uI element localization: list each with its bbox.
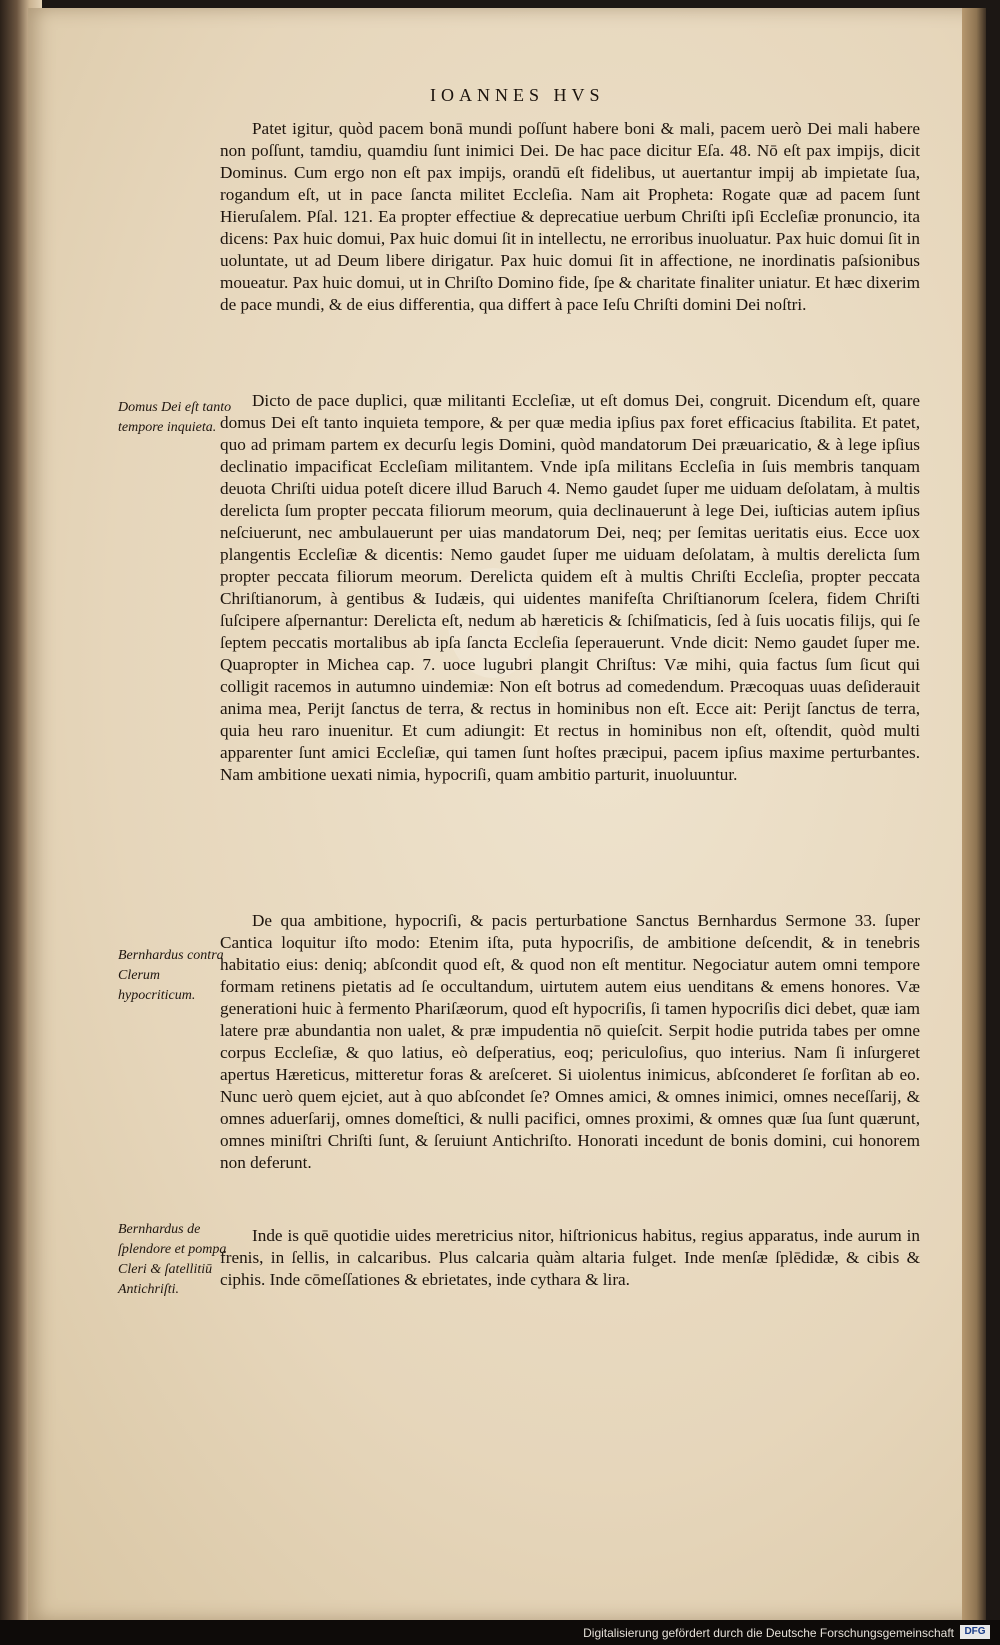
paragraph-4: [220, 1225, 920, 1291]
running-title: IOANNES HVS: [430, 85, 605, 105]
footer-credit: Digitalisierung gefördert durch die Deutsche Forschungsgemeinschaft: [583, 1626, 954, 1640]
margin-note-1: Domus Dei eſt tanto tempore inquieta.: [118, 400, 232, 435]
paragraph-2: [220, 390, 920, 786]
paragraph-text: De qua ambitione, hypocriſi, & pacis perturbatione Sanctus Bernhardus Sermone 33. ſuper Cantica loquitur iſto modo: Etenim iſta, puta hypocriſis, de ambitione deſcendit, & in tenebris habitatio eius: deniq; abſcondit quod eſt, & quod non eſt mentitur. Negociatur autem omni tempore formam retinens pietatis ad ſe occultandum, uirtutem autem eius uenditans & emens honores. Væ generationi huic à fermento Phariſæorum, quod eſt hypocriſis, ſi tamen hypocriſis dici debet, quæ iam latere præ abundantia non ualet, & præ impudentia nō quieſcit. Serpit hodie putrida tabes per omne corpus Eccleſiæ, & quo latius, eò deſperatius, eoq; periculoſius, quo interius. Nam ſi inſurgeret apertus Hæreticus, mitteretur foras & areſceret. Si uiolentus inimicus, abſconderet ſe forſitan ab eo. Nunc uerò quem ejciet, aut à quo abſcondet ſe? Omnes amici, & omnes inimici, omnes neceſſarij, & omnes aduerſarij, omnes domeſtici, & nulli pacifici, omnes proximi, & omnes quæ ſua ſunt quærunt, omnes miniſtri Chriſti ſunt, & ſeruiunt Antichriſto. Honorati incedunt de bonis domini, cui honorem non deferunt.: [220, 911, 920, 1172]
dfg-logo-icon: DFG: [960, 1625, 990, 1639]
paragraph-3: [220, 910, 920, 1174]
paragraph-1: [220, 118, 920, 316]
paragraph-text: Inde is quē quotidie uides meretricius nitor, hiſtrionicus habitus, regius apparatus, inde aurum in frenis, in ſellis, in calcaribus. Plus calcaria quàm altaria fulget. Inde menſæ ſplēdidæ, & cibis & ciphis. Inde cōmeſſationes & ebrietates, inde cythara & lira.: [220, 1226, 920, 1289]
margin-note-2: Bernhardus contra Clerum hypocriticum.: [118, 948, 224, 1003]
paragraph-text: Patet igitur, quòd pacem bonā mundi poſſunt habere boni & mali, pacem uerò Dei mali habere non poſſunt, tamdiu, quamdiu ſunt inimici Dei. De hac pace dicitur Eſa. 48. Nō eſt pax impijs, dicit Dominus. Cum ergo non eſt pax impijs, orandū eſt fidelibus, ut auertantur impij ab impietate ſua, rogandum eſt, ut in pace ſancta militet Eccleſia. Nam ait Propheta: Rogate quæ ad pacem ſunt Hieruſalem. Pſal. 121. Ea propter effectiue & deprecatiue uerbum Chriſti ipſi Eccleſiæ pronuncio, ita dicens: Pax huic domui, Pax huic domui ſit in intellectu, ne erroribus inuoluatur. Pax huic domui ſit in uoluntate, ut ad Deum libere dirigatur. Pax huic domui ſit in affectione, ne inordinatis paſsionibus moueatur. Pax huic domui, ut in Chriſto Domino fide, ſpe & charitate finaliter uniatur. Et hæc dixerim de pace mundi, & de eius differentia, qua differt à pace Ieſu Chriſti domini Dei noſtri.: [220, 119, 920, 314]
paragraph-text: Dicto de pace duplici, quæ militanti Eccleſiæ, ut eſt domus Dei, congruit. Dicendum eſt, quare domus Dei eſt tanto inquieta tempore, & per quæ media ipſius pax foret efficacius ſtabilita. Et patet, quo ad primam partem ex decurſu legis Domini, quòd mandatorum Dei præuaricatio, & à lege ipſius declinatio impacificat Eccleſiam militantem. Vnde ipſa militans Eccleſia in ſuis membris tanquam deuota Chriſti uidua poteſt dicere illud Baruch 4. Nemo gaudet ſuper me uiduam deſolatam, à multis derelicta ſum propter peccata filiorum meorum, quia declinauerunt à lege Dei, iuſticias autem ipſius neſciuerunt, nec ambulauerunt per uias mandatorum Dei, neq; per ſemitas ueritatis eius. Ecce uox plangentis Eccleſiæ & dicentis: Nemo gaudet ſuper me uiduam deſolatam, à multis derelicta ſum propter peccata filiorum meorum. Derelicta quidem eſt à multis Chriſti Eccleſia, propter peccata Chriſtianorum, à gentibus & Iudæis, qui uidentes manifeſta Chriſtianorum ſcelera, fidem Chriſti ſuſcipere aſpernantur: Derelicta eſt, nedum ab hæreticis & ſchiſmaticis, ſed à ſuis uocatis filijs, qui ſe ſeptem peccatis mortalibus ab ipſa ſancta Eccleſia ſeperauerunt. Vnde dicit: Nemo gaudet ſuper me. Quapropter in Michea cap. 7. uoce lugubri plangit Chriſtus: Væ mihi, quia factus ſum ſicut qui colligit racemos in autumno uindemiæ: Non eſt botrus ad comedendum. Præcoquas uuas deſiderauit anima mea, Perijt ſanctus de terra, & rectus in hominibus non eſt. Ecce ait: Perijt ſanctus de terra, quia heu raro inuenitur. Et cum adiungit: Et rectus in hominibus non eſt, oſtendit, quòd multi apparenter ſunt amici Eccleſiæ, qui tamen ſunt hoſtes præcipui, pacem ipſius maxime perturbantes. Nam ambitione uexati nimia, hypocriſi, quam ambitio parturit, inuoluuntur.: [220, 391, 920, 784]
digitization-footer: [0, 1620, 1000, 1645]
page-stack-edge: [962, 8, 986, 1620]
margin-note-3: Bernhardus de ſplendore et pompa Cleri & ſatellitiū Antichriſti.: [118, 1222, 227, 1297]
